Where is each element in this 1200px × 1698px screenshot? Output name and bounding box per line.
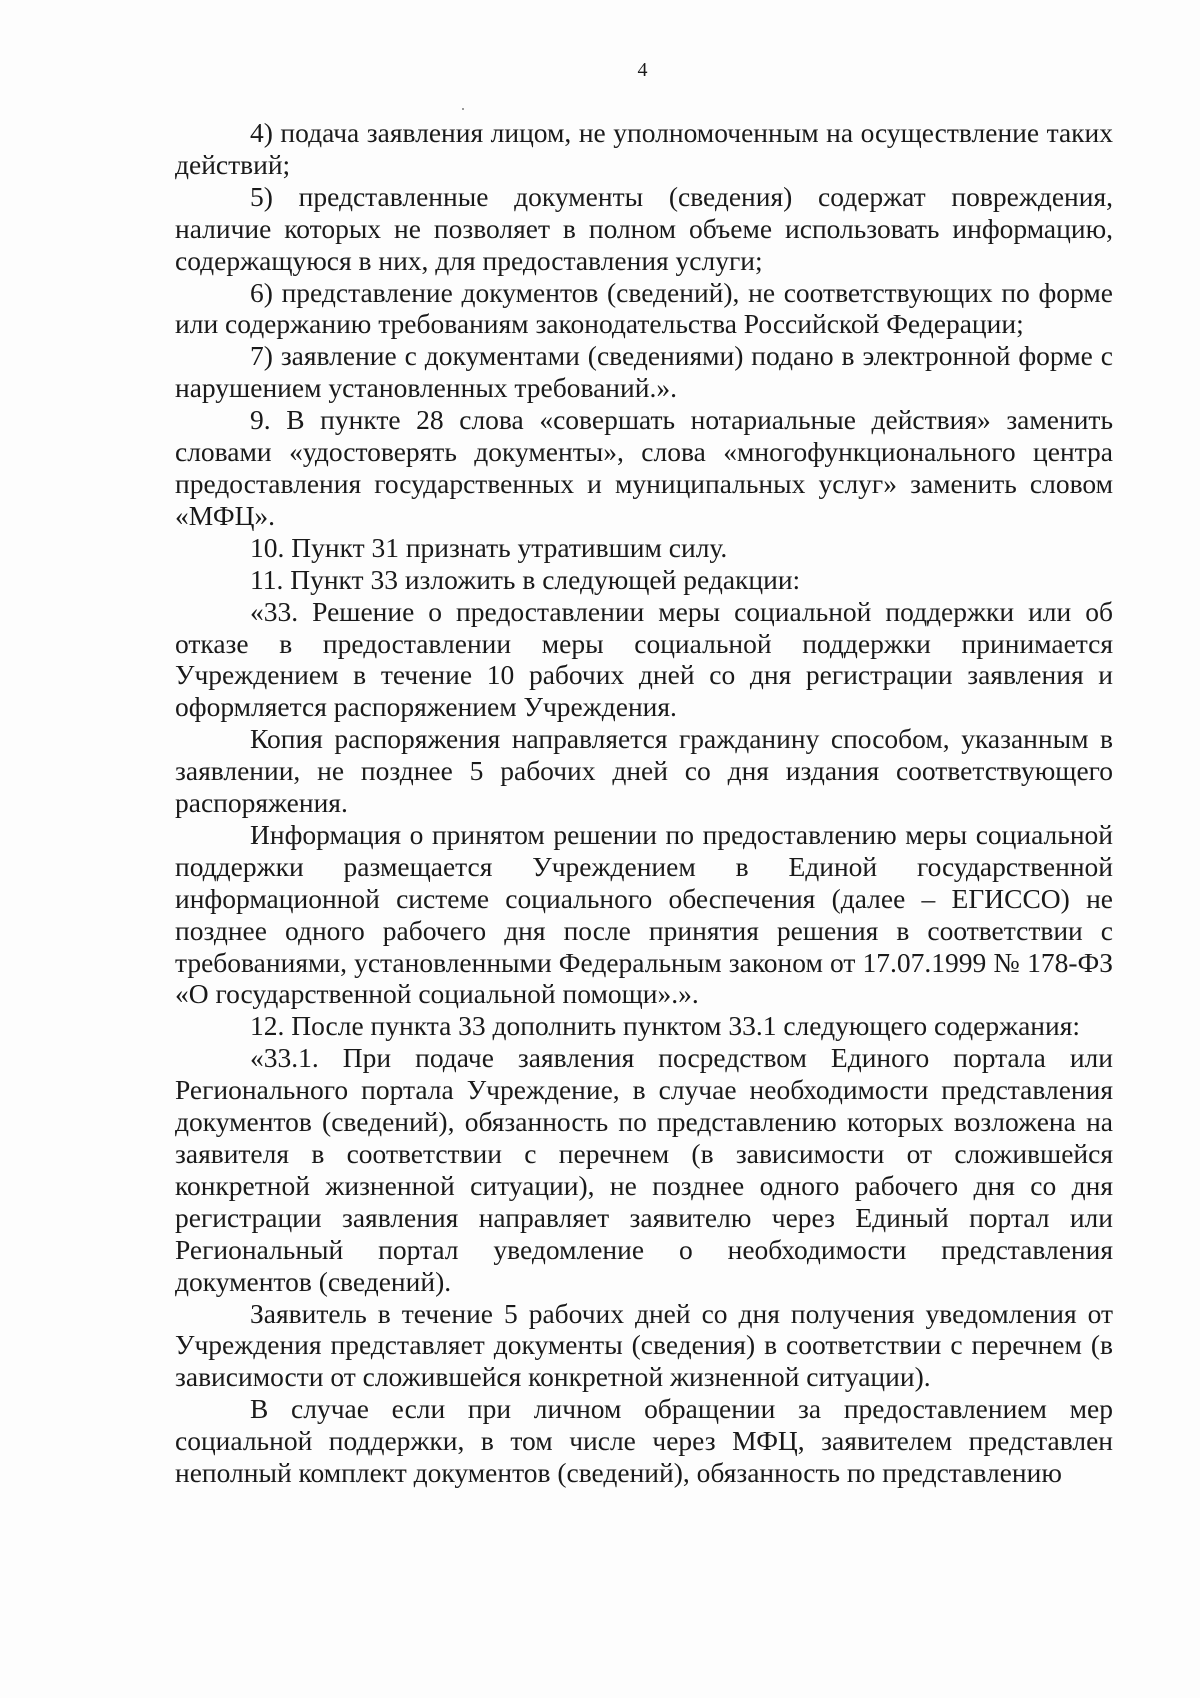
- scan-artifact: [462, 108, 464, 110]
- clause-33: «33. Решение о предоставлении меры социальной поддержки или об отказе в предоставлении меры социальной поддержки принимается Учреждением в течение 10 рабочих дней со дня регистрации заявления и оформляется распоряжением Учреждения.: [175, 595, 1113, 723]
- clause-33-information-paragraph: Информация о принятом решении по предоставлению меры социальной поддержки размещается Учреждением в Единой государственной информационной системе социального обеспечения (далее – ЕГИССО) не позднее одного рабочего дня после принятия решения в соответствии с требованиями, установленными Федеральным законом от 17.07.1999 № 178-ФЗ «О государственной социальной помощи».».: [175, 818, 1113, 1010]
- amendment-item-11: 11. Пункт 33 изложить в следующей редакции:: [250, 563, 801, 595]
- list-item-4: 4) подача заявления лицом, не уполномоченным на осуществление таких действий;: [175, 117, 1113, 180]
- amendment-item-12: 12. После пункта 33 дополнить пунктом 33.1 следующего содержания:: [250, 1010, 1081, 1042]
- list-item-7: 7) заявление с документами (сведениями) подано в электронной форме с нарушением установленных требований.».: [175, 340, 1113, 404]
- clause-33-1-personal-visit-paragraph: В случае если при личном обращении за предоставлением мер социальной поддержки, в том числе через МФЦ, заявителем представлен неполный комплект документов (сведений), обязанность по представлению: [175, 1393, 1113, 1489]
- clause-33-1: «33.1. При подаче заявления посредством Единого портала или Регионального портала Учреждение, в случае необходимости представления документов (сведений), обязанность по представлению которых возложена на заявителя в соответствии с перечнем (в зависимости от сложившейся конкретной жизненной ситуации), не позднее одного рабочего дня со дня регистрации заявления направляет заявителю через Единый портал или Региональный портал уведомление о необходимости представления документов (сведений).: [175, 1042, 1113, 1297]
- list-item-6: 6) представление документов (сведений), не соответствующих по форме или содержанию требованиям законодательства Российской Федерации;: [175, 276, 1113, 340]
- clause-33-1-applicant-paragraph: Заявитель в течение 5 рабочих дней со дня получения уведомления от Учреждения представляет документы (сведения) в соответствии с перечнем (в зависимости от сложившейся конкретной жизненной ситуации).: [175, 1297, 1113, 1393]
- page-number: 4: [637, 59, 648, 81]
- clause-33-copy-paragraph: Копия распоряжения направляется гражданину способом, указанным в заявлении, не позднее 5 рабочих дней со дня издания соответствующего распоряжения.: [175, 723, 1113, 819]
- list-item-5: 5) представленные документы (сведения) содержат повреждения, наличие которых не позволяет в полном объеме использовать информацию, содержащуюся в них, для предоставления услуги;: [175, 180, 1113, 276]
- amendment-item-10: 10. Пункт 31 признать утратившим силу.: [250, 531, 728, 563]
- document-body: [175, 117, 1113, 1489]
- amendment-item-9: 9. В пункте 28 слова «совершать нотариальные действия» заменить словами «удостоверять документы», слова «многофункционального центра предоставления государственных и муниципальных услуг» заменить словом «МФЦ».: [175, 404, 1113, 531]
